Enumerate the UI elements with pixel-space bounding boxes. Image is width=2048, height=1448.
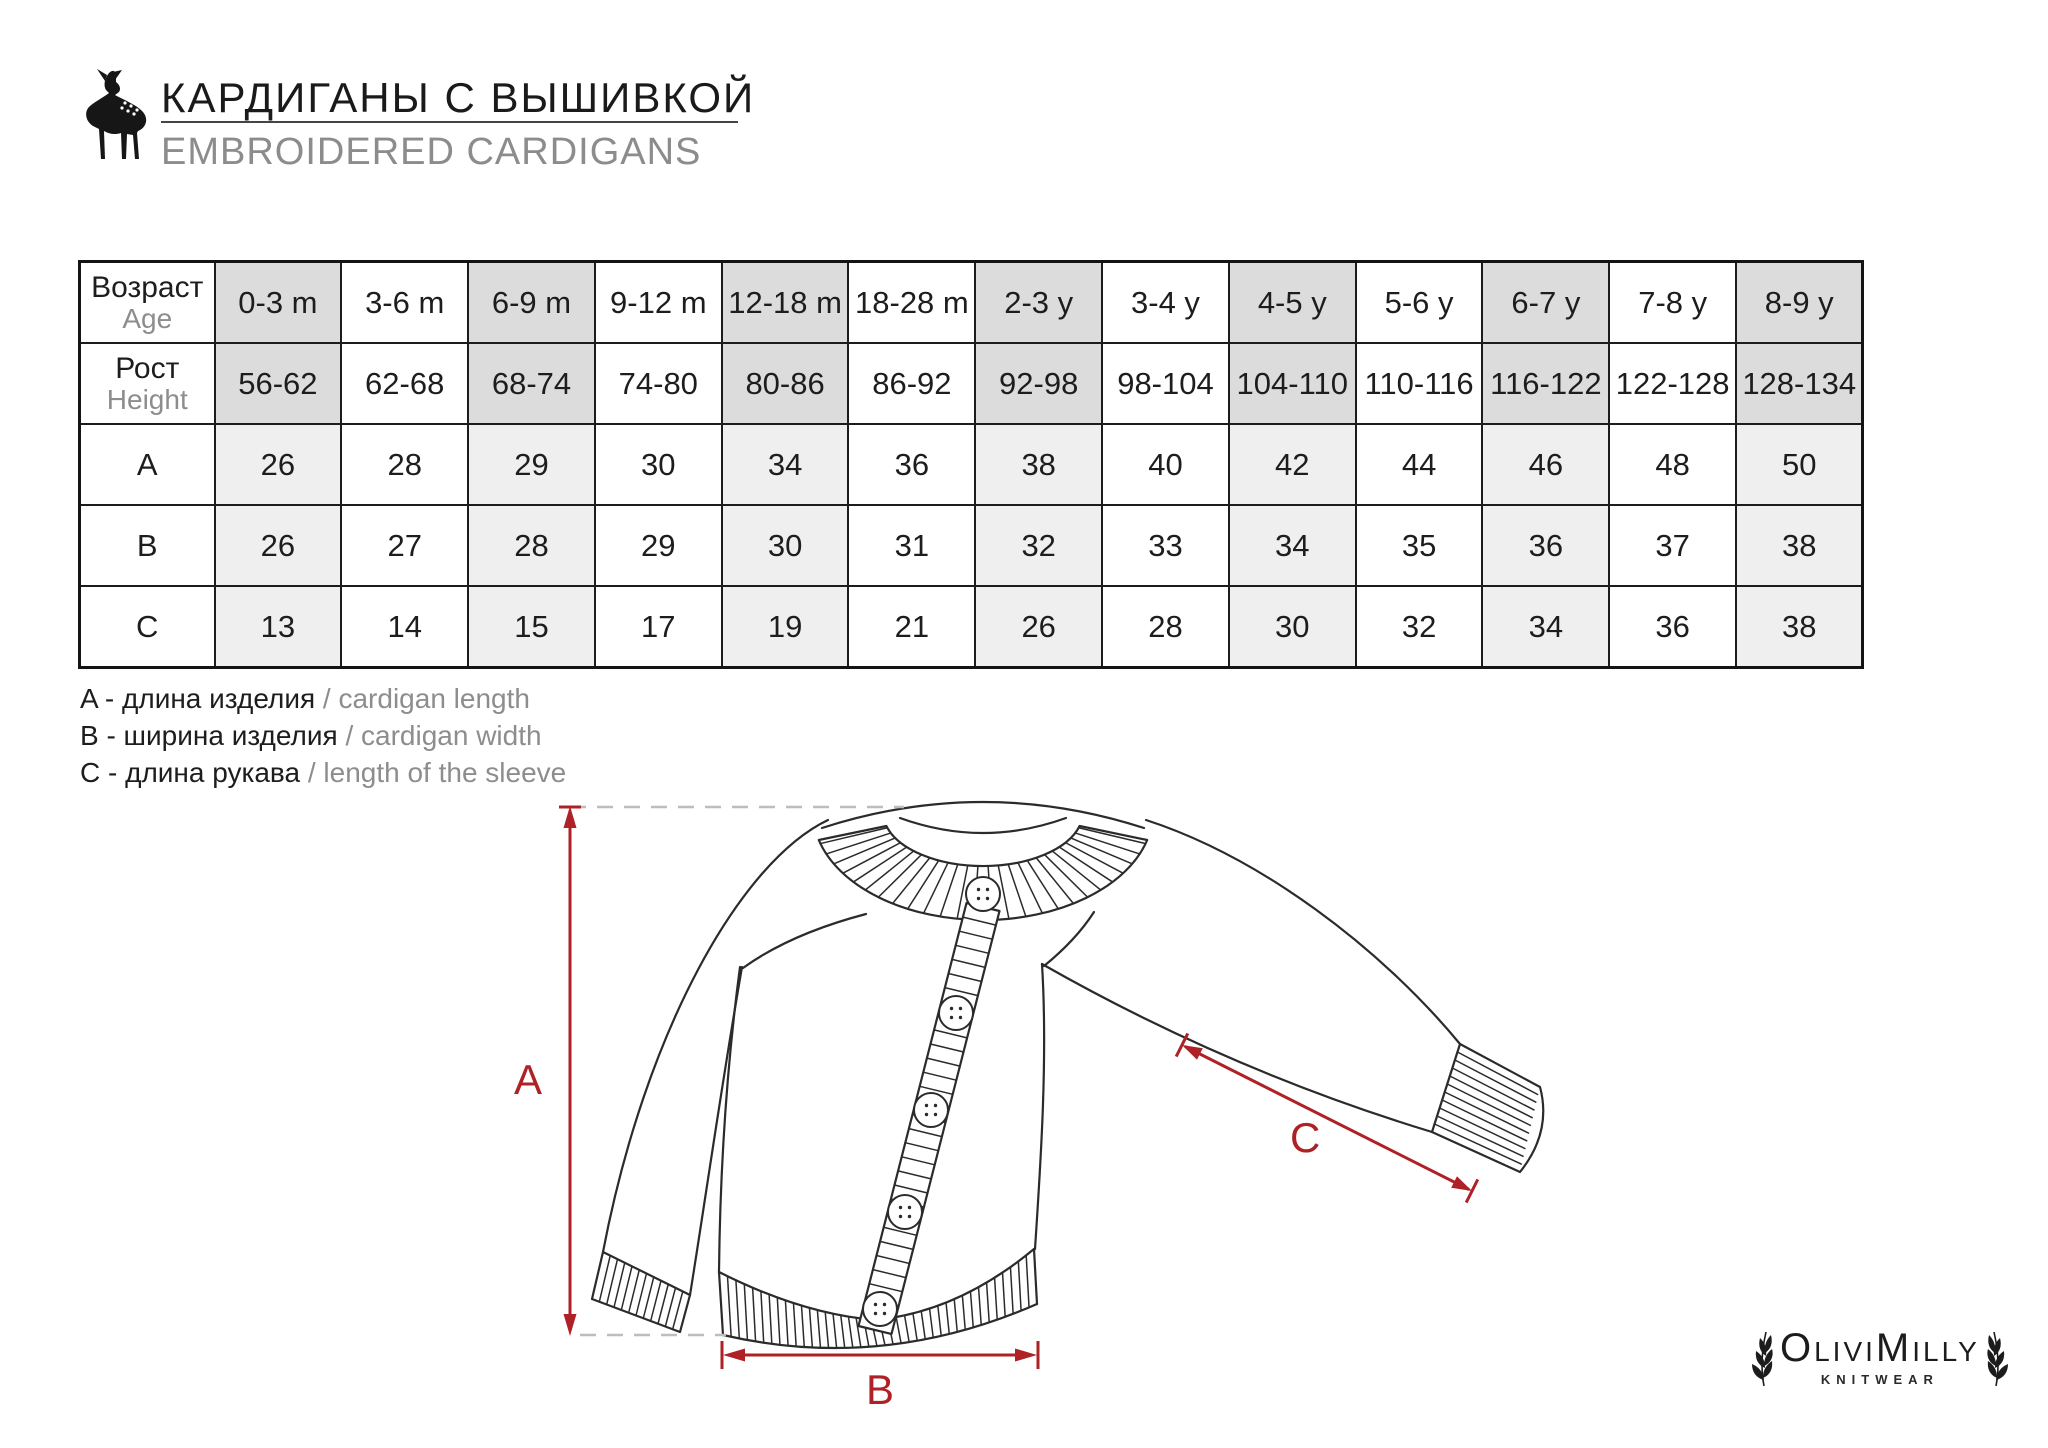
table-cell: 8-9 y: [1736, 262, 1863, 344]
c-arrowhead-start: [1182, 1045, 1203, 1060]
hem-left-cap: [719, 1272, 723, 1335]
a-arrowhead-up: [564, 806, 577, 828]
table-cell: 18-28 m: [848, 262, 975, 344]
right-cuff: [1432, 1044, 1543, 1172]
title-divider: [161, 121, 738, 123]
table-cell: 33: [1102, 505, 1229, 586]
left-raglan-seam: [743, 914, 866, 968]
deer-logo-icon: [78, 68, 152, 164]
measurement-legend: [80, 680, 566, 791]
table-cell: 48: [1609, 424, 1736, 505]
row-label-ru: Возраст: [91, 270, 204, 304]
legend-line: B - ширина изделия / cardigan width: [80, 720, 542, 751]
table-cell: 44: [1356, 424, 1483, 505]
row-label: C: [80, 586, 215, 668]
table-cell: 29: [595, 505, 722, 586]
dimension-c: [1176, 1033, 1478, 1202]
table-cell: 36: [1482, 505, 1609, 586]
dimension-b: [722, 1341, 1038, 1413]
b-arrowhead-left: [723, 1349, 745, 1362]
table-cell: 12-18 m: [722, 262, 849, 344]
page-title: КАРДИГАНЫ С ВЫШИВКОЙ: [161, 74, 756, 121]
table-row: [80, 424, 1863, 505]
dimension-a: [514, 806, 904, 1336]
table-cell: 30: [722, 505, 849, 586]
cardigan-diagram: [430, 782, 1600, 1432]
table-cell: 38: [1736, 505, 1863, 586]
table-cell: 36: [1609, 586, 1736, 668]
c-arrow-line: [1185, 1047, 1469, 1190]
button-icon: [888, 1195, 922, 1229]
table-cell: 6-9 m: [468, 262, 595, 344]
table-cell: 30: [1229, 586, 1356, 668]
table-cell: 42: [1229, 424, 1356, 505]
body-right-edge: [1035, 964, 1044, 1249]
table-cell: 19: [722, 586, 849, 668]
table-cell: 2-3 y: [975, 262, 1102, 344]
table-cell: 104-110: [1229, 343, 1356, 424]
table-cell: 29: [468, 424, 595, 505]
table-cell: 122-128: [1609, 343, 1736, 424]
table-cell: 4-5 y: [1229, 262, 1356, 344]
table-cell: 62-68: [341, 343, 468, 424]
table-cell: 28: [1102, 586, 1229, 668]
row-label: [80, 343, 215, 424]
left-sleeve-outer: [603, 820, 828, 1252]
table-cell: 37: [1609, 505, 1736, 586]
table-cell: 98-104: [1102, 343, 1229, 424]
table-cell: 15: [468, 586, 595, 668]
brand-logo: [1750, 1326, 2010, 1388]
row-label-en: Age: [122, 302, 173, 334]
c-label: C: [1290, 1114, 1321, 1161]
table-cell: 80-86: [722, 343, 849, 424]
right-sleeve-inner: [1042, 964, 1432, 1132]
table-cell: 86-92: [848, 343, 975, 424]
table-cell: 34: [1229, 505, 1356, 586]
table-cell: 34: [1482, 586, 1609, 668]
table-cell: 68-74: [468, 343, 595, 424]
table-cell: 31: [848, 505, 975, 586]
table-cell: 0-3 m: [215, 262, 342, 344]
table-cell: 26: [975, 586, 1102, 668]
table-cell: 26: [215, 505, 342, 586]
table-cell: 5-6 y: [1356, 262, 1483, 344]
table-cell: 28: [468, 505, 595, 586]
table-cell: 28: [341, 424, 468, 505]
table-cell: 32: [1356, 586, 1483, 668]
legend-line: C - длина рукава / length of the sleeve: [80, 757, 567, 788]
table-cell: 46: [1482, 424, 1609, 505]
laurel-left-icon: [1750, 1326, 1776, 1388]
row-label: [80, 262, 215, 344]
table-cell: 14: [341, 586, 468, 668]
hem-right-cap: [1034, 1249, 1037, 1304]
right-raglan-seam: [1044, 912, 1094, 966]
table-cell: 27: [341, 505, 468, 586]
table-cell: 38: [975, 424, 1102, 505]
brand-subtitle: KNITWEAR: [1820, 1371, 1939, 1387]
table-cell: 34: [722, 424, 849, 505]
b-label: B: [866, 1366, 895, 1413]
table-cell: 110-116: [1356, 343, 1483, 424]
table-cell: 40: [1102, 424, 1229, 505]
body-left-edge: [719, 967, 740, 1272]
table-cell: 116-122: [1482, 343, 1609, 424]
a-arrowhead-down: [564, 1314, 577, 1336]
table-cell: 17: [595, 586, 722, 668]
table-cell: 7-8 y: [1609, 262, 1736, 344]
table-cell: 21: [848, 586, 975, 668]
table-cell: 13: [215, 586, 342, 668]
table-cell: 74-80: [595, 343, 722, 424]
table-row: [80, 343, 1863, 424]
button-icon: [863, 1292, 897, 1326]
row-label: B: [80, 505, 215, 586]
table-cell: 50: [1736, 424, 1863, 505]
brand-name: OliviMilly: [1780, 1325, 1980, 1370]
table-cell: 26: [215, 424, 342, 505]
table-cell: 3-6 m: [341, 262, 468, 344]
right-sleeve-outer: [1146, 820, 1460, 1044]
table-row: [80, 505, 1863, 586]
c-arrowhead-end: [1451, 1176, 1472, 1191]
size-table: [78, 260, 1864, 669]
table-cell: 30: [595, 424, 722, 505]
button-icon: [914, 1093, 948, 1127]
back-neck-line: [900, 818, 1066, 833]
table-cell: 36: [848, 424, 975, 505]
table-cell: 3-4 y: [1102, 262, 1229, 344]
a-label: A: [514, 1056, 543, 1103]
button-icon: [939, 996, 973, 1030]
table-row: [80, 586, 1863, 668]
table-cell: 9-12 m: [595, 262, 722, 344]
table-cell: 6-7 y: [1482, 262, 1609, 344]
laurel-right-icon: [1984, 1326, 2010, 1388]
table-cell: 32: [975, 505, 1102, 586]
legend-line: A - длина изделия / cardigan length: [80, 683, 530, 714]
table-cell: 38: [1736, 586, 1863, 668]
table-cell: 35: [1356, 505, 1483, 586]
table-cell: 128-134: [1736, 343, 1863, 424]
table-row: [80, 262, 1863, 344]
row-label-ru: Рост: [115, 351, 180, 385]
page-subtitle: EMBROIDERED CARDIGANS: [161, 131, 702, 173]
table-cell: 56-62: [215, 343, 342, 424]
table-cell: 92-98: [975, 343, 1102, 424]
row-label-en: Height: [106, 383, 188, 415]
b-arrowhead-right: [1015, 1349, 1037, 1362]
row-label: A: [80, 424, 215, 505]
button-icon: [966, 877, 1000, 911]
